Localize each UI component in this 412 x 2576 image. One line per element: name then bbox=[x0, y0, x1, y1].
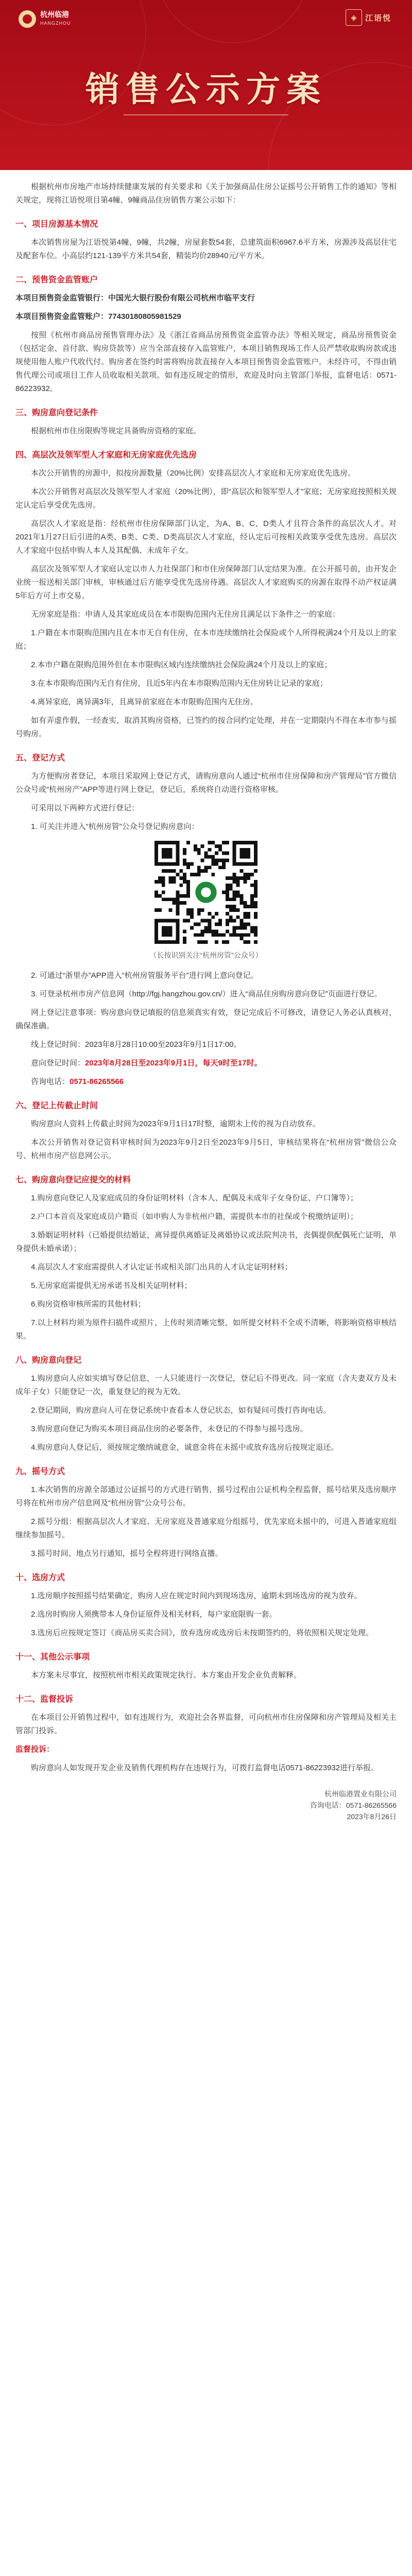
consult-phone-label: 咨询电话： bbox=[31, 1077, 70, 1086]
paragraph: 本次公开销售的房源中，拟按房源数量（20%比例）安排高层次人才家庭和无房家庭优先选房。 bbox=[31, 469, 356, 478]
estate-logo-text: 江语悦 bbox=[365, 13, 391, 23]
paragraph: 3.选房后应按规定签订《商品房买卖合同》，放弃选房或选房后未按期签约的，将依照相关规定处理。 bbox=[31, 1629, 374, 1637]
list-item: 7.以上材料均须为原件扫描件或照片，上传时须清晰完整，如所提交材料不全或不清晰，将影响资格审核结果。 bbox=[15, 1318, 397, 1341]
page-title: 销售公示方案 bbox=[85, 69, 327, 109]
paragraph: 3.购房意向登记为购买本项目商品住房的必要条件，未登记的不得参与摇号选房。 bbox=[31, 1425, 308, 1433]
brand-subtitle: HANGZHOU bbox=[40, 21, 71, 26]
contact-block bbox=[15, 1788, 397, 1822]
paragraph: 本次公开销售对登记资料审核时间为2023年9月2日至2023年9月5日，审核结果将在“杭州房管”微信公众号、杭州市房产信息网公示。 bbox=[15, 1138, 397, 1160]
section-heading: 四、高层次及领军型人才家庭和无房家庭优先选房 bbox=[15, 451, 197, 460]
paragraph: 无房家庭是指：申请人及其家庭成员在本市限购范围内无住房且满足以下条件之一的家庭： bbox=[31, 610, 340, 619]
registration-way-2: 2. 可通过“浙里办”APP进入“杭州房管服务平台”进行网上意向登记。 bbox=[31, 971, 259, 980]
section-heading: 五、登记方式 bbox=[15, 754, 65, 762]
paragraph: 2.摇号分组：根据高层次人才家庭、无房家庭及普通家庭分组摇号，优先家庭未摇中的，可进入普通家庭组继续参加摇号。 bbox=[15, 1517, 397, 1539]
paragraph: 网上登记注意事项：购房意向登记填报的信息须真实有效，登记完成后不可修改，请登记人务必认真核对，确保准确。 bbox=[15, 1008, 397, 1030]
paragraph: 购房意向人如发现开发企业及销售代理机构存在违规行为，可拨打监督电话0571-86223932进行举报。 bbox=[31, 1764, 379, 1772]
paragraph: 本方案未尽事宜，按照杭州市相关政策规定执行。本方案由开发企业负责解释。 bbox=[31, 1671, 302, 1680]
banner-decoration bbox=[154, 0, 311, 43]
paragraph: 本次销售房屋为江语悦第4幢、9幢，共2幢，房屋套数54套，总建筑面积6967.6平方米，房源涉及高层住宅及配套车位。小高层约121-139平方米共54套，精装均价28940元/平方米。 bbox=[15, 238, 397, 260]
list-item: 1.户籍在本市限购范围内且在本市无自有住房，在本市连续缴纳社会保险或个人所得税满24个月及以上的家庭； bbox=[15, 629, 397, 651]
paragraph: 3.摇号时间、地点另行通知，摇号全程将进行网络直播。 bbox=[31, 1549, 223, 1558]
list-item: 3.在本市限购范围内无自有住房，且近5年内在本市限购范围内无住房转让记录的家庭； bbox=[31, 679, 328, 688]
list-item: 6.购房资格审核所需的其他材料； bbox=[31, 1300, 146, 1309]
paragraph: 为方便购房者登记，本项目采取网上登记方式，请购房意向人通过“杭州市住房保障和房产管理局”官方微信公众号或“杭州房产”APP等进行网上登记，登记后，系统将自动进行资格审核。 bbox=[15, 772, 397, 794]
paragraph: 高层次人才家庭是指：经杭州市住房保障部门认定，为A、B、C、D类人才且符合条件的高层次人才。对2021年1月27日后引进的A类、B类、C类、D类高层次人才家庭，经认定后可按相关政策享受优先选房。高层次人才家庭中包括申购人本人及其配偶、未成年子女。 bbox=[15, 519, 397, 555]
paragraph: 线上登记时间：2023年8月28日10:00至2023年9月1日17:00。 bbox=[31, 1040, 242, 1049]
paragraph: 1.本次销售的房源全部通过公证摇号的方式进行销售，摇号过程由公证机构全程监督，摇号结果及选房顺序号将在杭州市房产信息网及“杭州房管”公众号公布。 bbox=[15, 1485, 397, 1507]
section-heading: 二、预售资金监管账户 bbox=[15, 276, 98, 284]
registration-time bbox=[15, 1057, 397, 1070]
article-body bbox=[15, 180, 397, 1822]
registration-way-1: 1. 可关注并进入“杭州房管”公众号登记购房意向： bbox=[31, 822, 199, 831]
list-item: 1.购房意向登记人及家庭成员的身份证明材料（含本人、配偶及未成年子女身份证、户口簿等）； bbox=[31, 1194, 358, 1202]
section-heading: 十、选房方式 bbox=[15, 1573, 65, 1582]
brand-logo-icon bbox=[19, 10, 36, 28]
registration-time-label: 意向登记时间： bbox=[31, 1059, 85, 1067]
section-heading: 十二、监督投诉 bbox=[15, 1695, 74, 1704]
paragraph: 按照《杭州市商品房预售管理办法》及《浙江省商品房预售资金监管办法》等相关规定，商品房预售资金（包括定金、首付款、购房贷款等）应当全部直接存入监管账户，本项目销售现场工作人员严禁收取购房款或违规使用他人账户代收代付。购房者在签约时需将购房款直接存入本项目预售资金监管账户。未经许可，不得由销售代理公司或项目工作人员收取相关款项。如有违反规定的情形，欢迎及时向主管部门举报，监督电话：0571-86223932。 bbox=[15, 331, 397, 393]
paragraph: 2.选房时购房人须携带本人身份证原件及相关材料，每户家庭限购一套。 bbox=[31, 1610, 277, 1619]
contact-phone bbox=[15, 1800, 397, 1811]
intro-paragraph: 根据杭州市房地产市场持续健康发展的有关要求和《关于加强商品住房公证摇号公开销售工作的通知》等相关规定，现将江语悦项目第4幢、9幢商品住房销售方案公示如下： bbox=[15, 182, 397, 205]
list-item: 2.本市户籍在限购范围外但在本市限购区域内连续缴纳社会保险满24个月及以上的家庭； bbox=[31, 660, 332, 669]
paragraph: 购房意向人资料上传截止时间为2023年9月1日17时整，逾期未上传的视为自动放弃。 bbox=[31, 1120, 320, 1128]
paragraph: 2.登记期间，购房意向人可在登记系统中查看本人登记状态，如有疑问可拨打咨询电话。 bbox=[31, 1406, 331, 1415]
estate-logo bbox=[346, 9, 391, 26]
paragraph: 在本项目公开销售过程中，如有违规行为，欢迎社会各界监督，可向杭州市住房保障和房产管理局及相关主管部门投诉。 bbox=[15, 1713, 397, 1735]
qr-code-image[interactable] bbox=[154, 841, 258, 944]
registration-way-3: 3. 可登录杭州市房产信息网（http://fgj.hangzhou.gov.cn/）进入“商品住房购房意向登记”页面进行登记。 bbox=[31, 990, 382, 998]
section-heading: 十一、其他公示事项 bbox=[15, 1653, 90, 1662]
estate-logo-icon: ◈ bbox=[346, 9, 362, 26]
contact-phone-number: 0571-86265566 bbox=[346, 1801, 397, 1809]
list-item: 4.离异家庭，离异满3年，且离异前家庭在本市限购范围内无住房。 bbox=[31, 698, 258, 706]
paragraph: 根据杭州市住房限购等规定具备购房资格的家庭。 bbox=[31, 427, 201, 435]
section-heading: 九、摇号方式 bbox=[15, 1467, 65, 1476]
brand-name: 杭州临港 bbox=[40, 10, 69, 19]
list-item: 3.婚姻证明材料（已婚提供结婚证，离异提供离婚证及离婚协议或法院判决书，丧偶提供配偶死亡证明，单身提供未婚承诺）； bbox=[15, 1231, 397, 1253]
header-banner bbox=[0, 0, 412, 170]
list-item: 4.高层次人才家庭需提供人才认定证书或相关部门出具的人才认定证明材料； bbox=[31, 1263, 293, 1272]
paragraph: 高层次及领军型人才家庭认定以市人力社保部门和市住房保障部门认定结果为准。在公开摇号前，由开发企业统一报送相关部门审核，审核通过后方能享受优先选房待遇。高层次人才家庭购买的房源在取得不动产权证满5年后方可上市交易。 bbox=[15, 565, 397, 600]
supervision-label: 监督投诉： bbox=[15, 1745, 55, 1754]
section-heading: 六、登记上传截止时间 bbox=[15, 1101, 98, 1110]
bank-name: 本项目预售资金监管银行：中国光大银行股份有限公司杭州市临平支行 bbox=[15, 294, 255, 302]
paragraph: 本次公开销售对高层次及领军型人才家庭（20%比例），即“高层次和领军型人才”家庭；无房家庭按照相关规定认定后享受优先选房。 bbox=[15, 487, 397, 510]
section-heading: 一、项目房源基本情况 bbox=[15, 220, 98, 229]
bank-account: 本项目预售资金监管账户：77430180805981529 bbox=[15, 312, 181, 321]
paragraph: 可采用以下两种方式进行登记： bbox=[31, 804, 140, 812]
brand-logo bbox=[19, 10, 71, 28]
section-heading: 七、购房意向登记应提交的材料 bbox=[15, 1176, 131, 1184]
qr-caption: （长按识别关注“杭州房管”公众号） bbox=[149, 951, 263, 959]
publish-date: 2023年8月26日 bbox=[347, 1812, 397, 1821]
paragraph: 1.购房意向人应如实填写登记信息，一人只能进行一次登记，登记后不得更改。同一家庭（含夫妻双方及未成年子女）只能登记一次，重复登记的视为无效。 bbox=[15, 1374, 397, 1396]
section-heading: 三、购房意向登记条件 bbox=[15, 409, 98, 417]
registration-time-value: 2023年8月28日至2023年9月1日，每天9时至17时。 bbox=[85, 1059, 262, 1067]
consult-phone-number: 0571-86265566 bbox=[70, 1077, 124, 1086]
qr-center-logo-icon bbox=[194, 880, 218, 905]
contact-phone-label: 咨询电话： bbox=[310, 1801, 346, 1809]
paragraph: 如有弄虚作假，一经查实，取消其购房资格，已签约的按合同约定处理，并在一定期限内不得在本市参与摇号购房。 bbox=[15, 716, 397, 738]
list-item: 2.户口本首页及家庭成员户籍页（如申购人为非杭州户籍，需提供本市的社保或个税缴纳证明）； bbox=[31, 1212, 358, 1221]
list-item: 5.无房家庭需提供无房承诺书及相关证明材料； bbox=[31, 1281, 192, 1290]
qr-code-block bbox=[15, 841, 397, 946]
paragraph: 1.选房顺序按照摇号结果确定，购房人应在规定时间内到现场选房，逾期未到场选房的视为放弃。 bbox=[31, 1591, 362, 1600]
company-name: 杭州临港置业有限公司 bbox=[324, 1790, 397, 1798]
paragraph: 4.购房意向人登记后，须按规定缴纳诚意金，诚意金将在未摇中或放弃选房后按规定退还。 bbox=[31, 1443, 339, 1452]
section-heading: 八、购房意向登记 bbox=[15, 1356, 82, 1365]
consult-phone bbox=[15, 1075, 397, 1089]
title-underline bbox=[124, 114, 288, 115]
